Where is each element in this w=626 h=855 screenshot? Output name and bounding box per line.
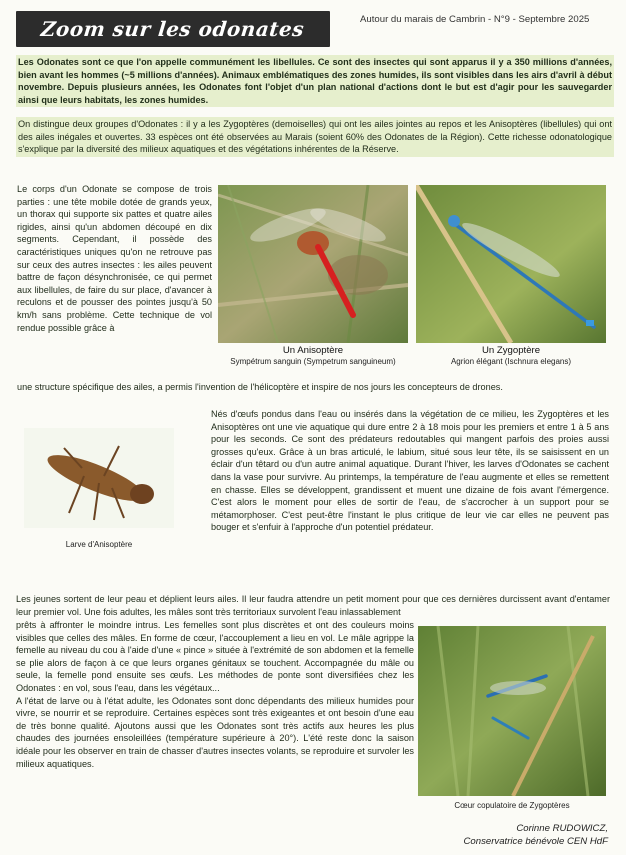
author-role: Conservatrice bénévole CEN HdF <box>463 836 608 847</box>
coeur-photo <box>418 626 606 796</box>
signature <box>463 822 608 848</box>
coeur-caption: Cœur copulatoire de Zygoptères <box>454 801 570 810</box>
adults-paragraph-part2: prêts à affronter le moindre intrus. Les femelles sont plus discrètes et ont des couleurs moins visibles que celles des mâles. En forme de cœur, l'accouplement a lieu en vol. Le mâle agrippe la femelle au niveau du cou à l'aide d'une « pince » située à l'extrémité de son abdomen et la femelle se plie alors de façon à ce que leurs organes génitaux se touchent. Accompagnée du mâle ou seule, la femelle pond ensuite ses œufs. Les méthodes de ponte sont diversifiées chez les Odonates : en vol, sous l'eau, dans les végétaux... <box>16 620 414 693</box>
anisoptere-photo <box>218 185 408 343</box>
groups-paragraph: On distingue deux groupes d'Odonates : il y a les Zygoptères (demoiselles) qui ont les ailes jointes au repos et les Anisoptères (libellules) qui ont des ailes inégales et ouvertes. 33 espèces ont été observées au Marais (soient 60% des Odonates de la Région). Cette richesse odonatologique s'explique par la diversité des milieux aquatiques et des végétations inhérentes de la Réserve. <box>16 117 614 157</box>
anisoptere-caption-block <box>218 345 408 367</box>
body-paragraph-part1: Le corps d'un Odonate se compose de trois parties : une tête mobile dotée de grands yeux, un thorax qui supporte six pattes et quatre ailes rigides, ainsi qu'un abdomen découpé en dix segments. Cependant, il possède des caractéristiques uniques qu'on ne retrouve pas sur ceux des autres insectes : les ailes peuvent battre de façon désynchronisée, ce qui permet aux libellules, de faire du sur place, d'avancer à reculons et de pousser des pointes jusqu'à 50 km/h sans problème. Cette technique de vol rendue possible grâce à <box>17 184 212 333</box>
coeur-caption-block <box>418 801 606 811</box>
issue-line: Autour du marais de Cambrin - N°9 - Septembre 2025 <box>360 14 590 25</box>
adults-paragraph-part1: Les jeunes sortent de leur peau et déplient leurs ailes. Il leur faudra attendre un petit moment pour que ces dernières durcissent avant d'entamer leur premier vol. Une fois adultes, les mâles sont très territoriaux survolent l'eau inlassablement <box>16 594 610 617</box>
larve-photo <box>24 428 174 528</box>
zygoptere-caption-block <box>416 345 606 367</box>
larvae-paragraph: Nés d'œufs pondus dans l'eau ou insérés dans la végétation de ce milieu, les Zygoptères et les Anisoptères ont une vie aquatique qui dure entre 2 à 18 mois pour les premiers et entre 1 à 5 ans pour les seconds. Ce sont des prédateurs redoutables qui mangent parfois des proies aussi grosses qu'eux. Grâce à un bras articulé, le labium, situé sous leur tête, ils se saisissent en un éclair d'un têtard ou d'un autre animal aquatique. Durant l'hiver, les larves d'Odonates se cachent dans la vase pour survivre. Au printemps, la température de l'eau augmente et elles se remettent en chasse. Elles se développent, grandissent et muent une dizaine de fois avant l'émergence. C'est alors le moment pour elles de sortir de l'eau, de s'accrocher à un support pour se métamorphoser. C'est peut-être l'instant le plus critique de leur vie car elles ne peuvent pas bouger et s'enfuir à l'approche d'un potentiel prédateur. <box>211 409 609 533</box>
adults-column <box>16 619 414 770</box>
larve-caption: Larve d'Anisoptère <box>65 540 133 549</box>
adults-paragraph-part3: A l'état de larve ou à l'état adulte, les Odonates sont donc dépendants des milieux humides pour vivre, se nourrir et se reproduire. Certaines espèces sont très exigeantes et ont besoin d'une eau de très bonne qualité. Ajoutons aussi que les Odonates sont très actifs aux heures les plus chaudes des journées ensoleillées (température supérieure à 20°). L'été reste donc la saison idéale pour les observer en train de chasser d'autres insectes volants, se reproduire et survoler les milieux aquatiques. <box>16 695 414 769</box>
body-paragraph-part2: une structure spécifique des ailes, a permis l'invention de l'hélicoptère et inspire de nos jours les concepteurs de drones. <box>17 382 503 392</box>
zygoptere-title: Un Zygoptère <box>481 345 541 356</box>
zygoptere-photo <box>416 185 606 343</box>
title-banner <box>16 11 330 47</box>
intro-paragraph: Les Odonates sont ce que l'on appelle communément les libellules. Ce sont des insectes qui sont apparus il y a 350 millions d'années, bien avant les hommes (~5 millions d'années). Animaux emblématiques des zones humides, ils sont visibles dans les airs d'avril à début novembre. Depuis plusieurs années, les Odonates font l'objet d'un plan national d'actions dont le but est d'agir pour les sauvegarder ainsi que leurs habitats, les zones humides. <box>16 55 614 107</box>
anisoptere-caption: Sympétrum sanguin (Sympetrum sanguineum) <box>230 357 396 366</box>
larve-caption-block <box>24 540 174 550</box>
zygoptere-caption: Agrion élégant (Ischnura elegans) <box>450 357 572 366</box>
anisoptere-title: Un Anisoptère <box>282 345 344 356</box>
author-name: Corinne RUDOWICZ, <box>516 823 608 834</box>
banner-title: Zoom sur les odonates <box>40 17 306 41</box>
